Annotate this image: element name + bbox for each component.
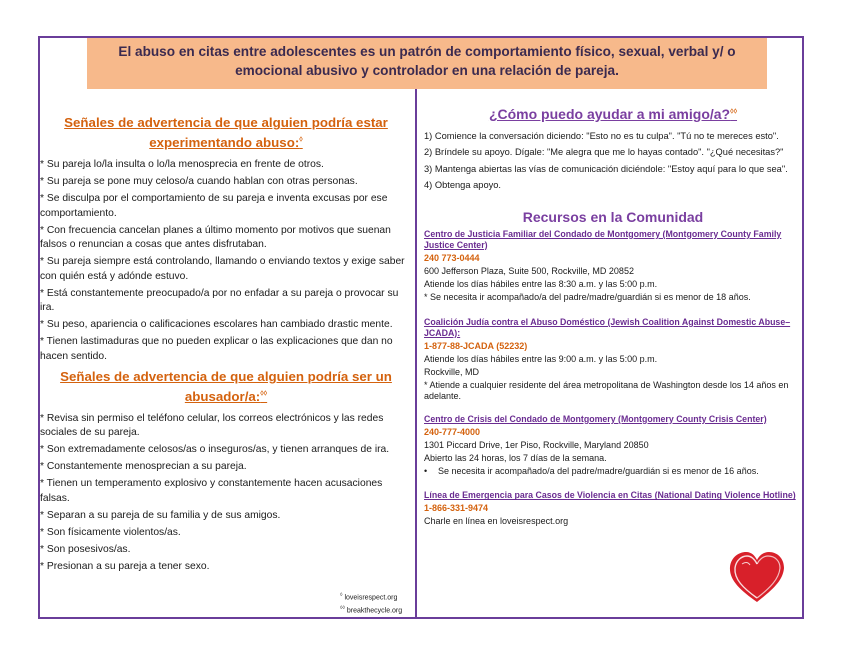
warning-heading-victim — [40, 113, 412, 153]
resource-city: Rockville, MD — [424, 367, 480, 378]
footnote-2 — [340, 603, 402, 616]
resource-address: 1301 Piccard Drive, 1er Piso, Rockville, Maryland 20850 — [424, 439, 649, 450]
list-item: * Su pareja se pone muy celoso/a cuando hablan con otras personas. — [40, 175, 358, 187]
resource-note: * Se necesita ir acompañado/a del padre/madre/guardián si es menor de 18 años. — [424, 292, 751, 303]
warning-heading-abuser-text: Señales de advertencia de que alguien podría ser un abusador/a: — [60, 368, 392, 404]
list-item: * Se disculpa por el comportamiento de su pareja e inventa excusas por ese comportamiento. — [40, 192, 388, 219]
resource-note — [424, 465, 802, 478]
resource-phone: 240-777-4000 — [424, 426, 481, 437]
resource-name[interactable]: Línea de Emergencia para Casos de Violencia en Citas (National Dating Violence Hotline) — [424, 490, 796, 501]
list-item: * Son físicamente violentos/as. — [40, 526, 181, 538]
list-item: 4) Obtenga apoyo. — [424, 180, 502, 191]
abuser-signs-list — [40, 412, 412, 575]
footnote-mark: ◊◊ — [260, 390, 268, 398]
resource-crisis-center — [424, 414, 802, 479]
victim-signs-list — [40, 158, 412, 364]
warning-heading-abuser — [40, 367, 412, 407]
list-item: * Con frecuencia cancelan planes a último momento por motivos que suenan falsos o renuncian a cosas que antes disfrutaban. — [40, 224, 391, 251]
footnote-1 — [340, 590, 402, 603]
heart-icon — [726, 548, 788, 606]
resource-name[interactable]: Centro de Justicia Familiar del Condado de Montgomery (Montgomery County Family Justice Center) — [424, 228, 782, 250]
left-column — [40, 113, 412, 577]
resource-jcada — [424, 317, 802, 402]
list-item: * Revisa sin permiso el teléfono celular, los correos electrónicos y las redes sociales de su pareja. — [40, 412, 384, 439]
footnote-mark: ◊ — [299, 136, 303, 144]
resource-chat: Charle en línea en loveisrespect.org — [424, 516, 569, 527]
help-heading-text: ¿Cómo puedo ayudar a mi amigo/a? — [488, 106, 731, 122]
column-divider — [415, 89, 417, 618]
right-column — [424, 104, 802, 529]
footnote-mark: ◊ — [340, 592, 343, 598]
list-item: * Tienen lastimaduras que no pueden explicar o las explicaciones que dan no hacen sentido. — [40, 336, 393, 362]
banner-text: El abuso en citas entre adolescentes es un patrón de comportamiento físico, sexual, verbal y/ o emocional abusivo y controlador en una relación de pareja. — [118, 44, 736, 78]
list-item: * Su pareja siempre está controlando, llamando o enviando textos y exige saber con quién está y adónde estuvo. — [40, 256, 405, 282]
footnotes — [340, 590, 402, 617]
title-banner — [87, 38, 767, 89]
list-item: * Separan a su pareja de su familia y de sus amigos. — [40, 509, 281, 521]
help-steps — [424, 130, 802, 193]
list-item: 1) Comience la conversación diciendo: "Esto no es tu culpa". "Tú no te mereces esto". — [424, 131, 779, 141]
footnote-mark: ◊◊ — [340, 605, 345, 612]
resource-hours: Atiende los días hábiles entre las 9:00 a.m. y las 5:00 p.m. — [424, 353, 658, 364]
resource-name[interactable]: Centro de Crisis del Condado de Montgomery (Montgomery County Crisis Center) — [424, 413, 767, 424]
resource-dating-hotline — [424, 490, 802, 528]
resource-phone: 240 773-0444 — [424, 252, 480, 263]
resource-name[interactable]: Coalición Judía contra el Abuso Doméstico (Jewish Coalition Against Domestic Abuse– JCADA): — [424, 316, 791, 338]
resource-phone: 1-866-331-9474 — [424, 503, 489, 514]
resource-address: 600 Jefferson Plaza, Suite 500, Rockville, MD 20852 — [424, 265, 634, 276]
list-item: 3) Mantenga abiertas las vías de comunicación diciéndole: "Estoy aquí para lo que sea". — [424, 163, 788, 174]
footnote-mark: ◊◊ — [730, 108, 738, 116]
list-item: * Está constantemente preocupado/a por no enfadar a su pareja o provocar su ira. — [40, 287, 399, 314]
list-item: * Son posesivos/as. — [40, 543, 131, 555]
footnote-2-text: breakthecycle.org — [346, 607, 403, 615]
list-item: * Su pareja lo/la insulta o lo/la menosprecia en frente de otros. — [40, 159, 324, 170]
list-item: 2) Bríndele su apoyo. Dígale: "Me alegra que me lo hayas contado". "¿Qué necesitas?" — [424, 147, 784, 158]
resource-hours: Atiende los días hábiles entre las 8:30 a.m. y las 5:00 p.m. — [424, 279, 658, 290]
resource-note: * Atiende a cualquier residente del área metropolitana de Washington desde los 14 años en adelante. — [424, 379, 789, 401]
resource-phone: 1-877-88-JCADA (52232) — [424, 340, 528, 351]
resources-heading: Recursos en la Comunidad — [522, 208, 704, 225]
footnote-1-text: loveisrespect.org — [344, 594, 398, 602]
list-item: * Su peso, apariencia o calificaciones escolares han cambiado drastic mente. — [40, 319, 393, 331]
resource-family-justice — [424, 229, 802, 305]
resource-note-text: Se necesita ir acompañado/a del padre/madre/guardián si es menor de 16 años. — [438, 466, 759, 477]
list-item: * Presionan a su pareja a tener sexo. — [40, 560, 210, 572]
list-item: * Son extremadamente celosos/as o inseguros/as, y tienen arranques de ira. — [40, 444, 390, 456]
list-item: * Tienen un temperamento explosivo y constantemente hacen acusaciones falsas. — [40, 478, 383, 504]
bullet-icon: • — [424, 466, 428, 477]
resource-hours: Abierto las 24 horas, los 7 días de la semana. — [424, 453, 607, 464]
help-heading — [424, 104, 802, 124]
list-item: * Constantemente menosprecian a su pareja. — [40, 461, 247, 473]
warning-heading-victim-text: Señales de advertencia de que alguien podría estar experimentando abuso: — [64, 115, 388, 150]
